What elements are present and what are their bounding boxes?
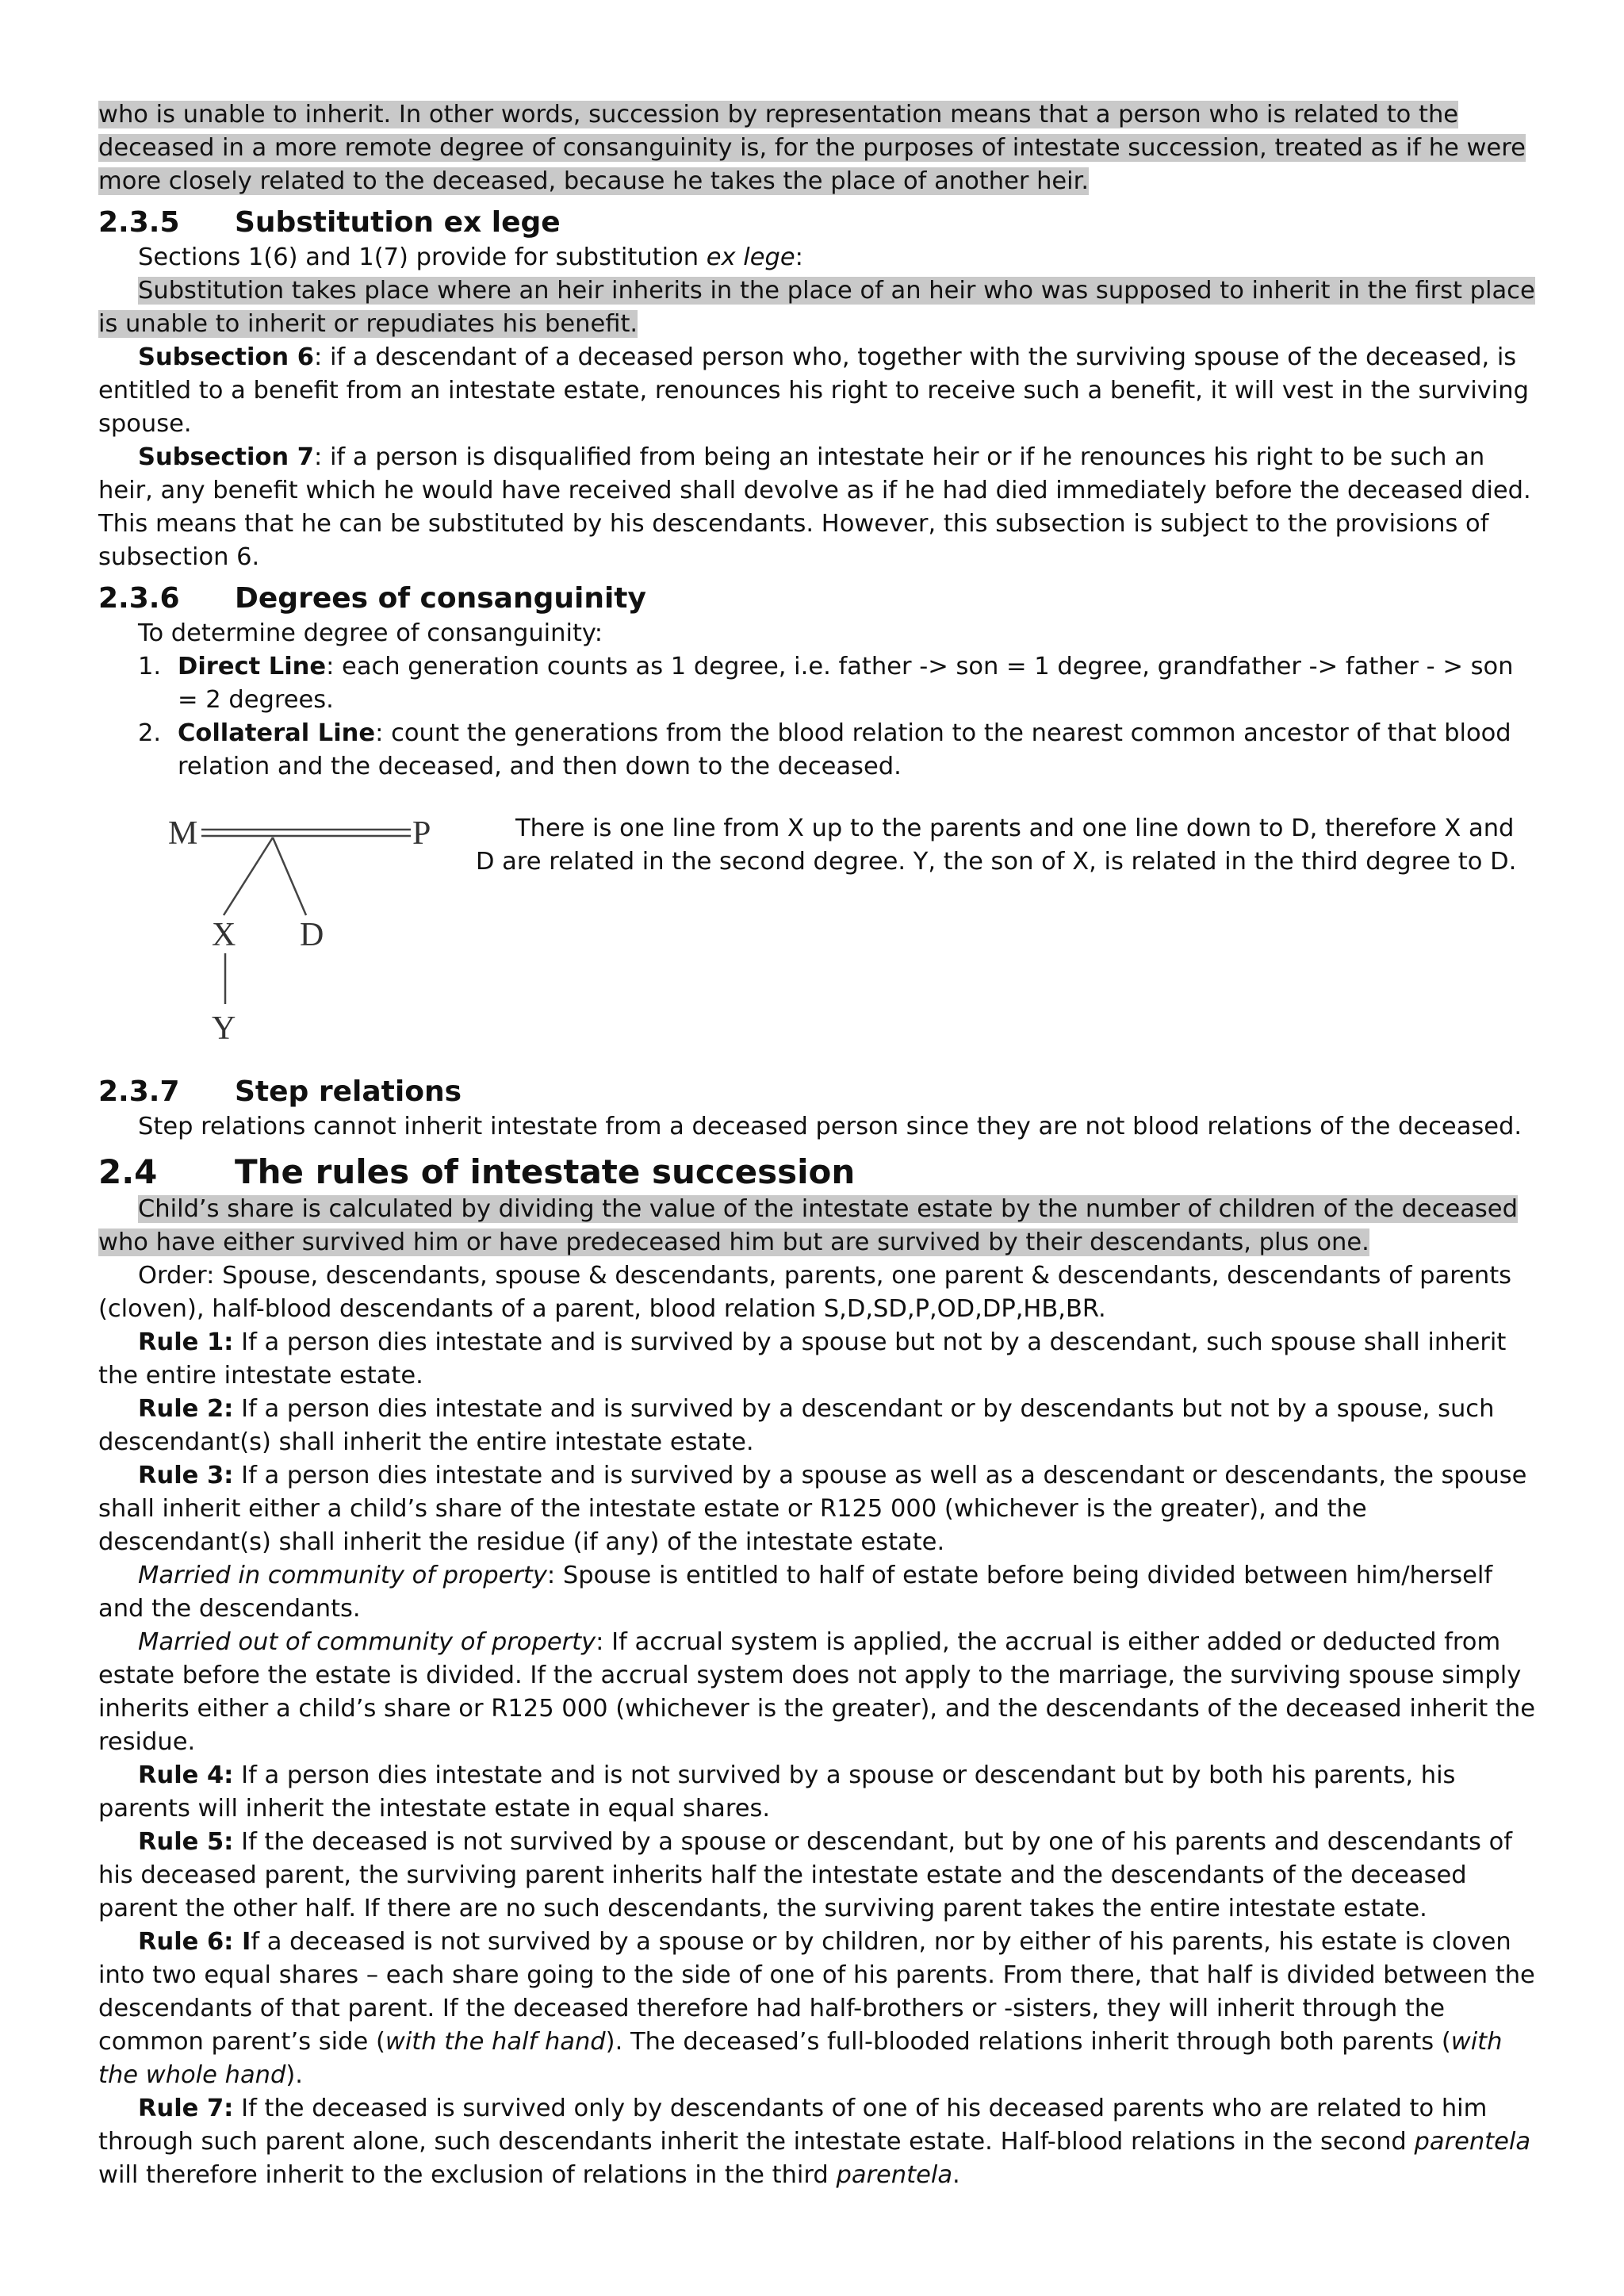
paragraph-rule-6 — [98, 1926, 1538, 2092]
highlighted-text: who is unable to inherit. In other words, succession by representation means that a person who is related to the deceased in a more remote degree of consanguinity is, for the purposes of intestate succession, treated as if he were more closely related to the deceased, because he takes the place of another heir. — [98, 101, 1526, 195]
section-heading-2-3-5 — [98, 205, 1538, 241]
bold-label: Rule 3: — [138, 1462, 234, 1489]
consanguinity-diagram-row — [98, 806, 1538, 1068]
italic-label: Married in community of property — [138, 1562, 547, 1589]
paragraph — [98, 1110, 1538, 1144]
text: : if a person is disqualified from being an intestate heir or if he renounces his right to be such an heir, any benefit which he would have received shall devolve as if he had died immediately before the deceased died. This means that he can be substituted by his descendants. However, this subsection is subject to the provisions of subsection 6. — [98, 443, 1531, 571]
section-number: 2.3.7 — [98, 1075, 180, 1108]
text: If a person dies intestate and is survived by a descendant or by descendants but not by a spouse, such descendant(s) shall inherit the entire intestate estate. — [98, 1395, 1495, 1456]
paragraph-order — [98, 1259, 1538, 1326]
text: ). — [285, 2061, 303, 2089]
paragraph — [98, 1193, 1538, 1259]
italic-text: parentela — [836, 2161, 953, 2189]
text: : count the generations from the blood relation to the nearest common ancestor of that blood relation and the deceased, and then down to the deceased. — [178, 719, 1511, 780]
text: There is one line from X up to the parents and one line down to D, therefore X and D are related in the second degree. Y, the son of X, is related in the third degree to D. — [476, 815, 1517, 876]
diagram-label-x: X — [212, 917, 236, 953]
highlighted-text: Substitution takes place where an heir inherits in the place of an heir who was supposed to inherit in the first place is unable to inherit or repudiates his benefit. — [98, 277, 1535, 338]
text: ). The deceased’s full-blooded relations inherit through both parents ( — [605, 2028, 1451, 2056]
list-item — [98, 650, 1538, 717]
text: . — [952, 2161, 960, 2189]
highlighted-text: Child’s share is calculated by dividing the value of the intestate estate by the number of children of the deceased who have either survived him or have predeceased him but are survived by their descendants, plus one. — [98, 1195, 1518, 1256]
text: Step relations cannot inherit intestate from a deceased person since they are not blood relations of the deceased. — [138, 1113, 1522, 1140]
intro-paragraph — [98, 98, 1538, 198]
paragraph-married-out-of-community — [98, 1626, 1538, 1759]
paragraph-subsection-6 — [98, 341, 1538, 441]
list-number: 2. — [138, 719, 162, 747]
text: will therefore inherit to the exclusion of relations in the third — [98, 2161, 837, 2189]
bold-label: Collateral Line — [178, 719, 376, 747]
descent-line-d — [273, 838, 306, 915]
text: Order: Spouse, descendants, spouse & descendants, parents, one parent & descendants, descendants of parents (cloven), half-blood descendants of a parent, blood relation S,D,SD,P,OD,DP,HB,BR. — [98, 1262, 1512, 1323]
section-title: The rules of intestate succession — [235, 1152, 856, 1191]
paragraph — [98, 241, 1538, 274]
numbered-list — [98, 650, 1538, 784]
text: : each generation counts as 1 degree, i.e. father -> son = 1 degree, grandfather -> father - > son = 2 degrees. — [178, 653, 1514, 714]
text: To determine degree of consanguinity: — [138, 619, 603, 647]
text: Sections 1(6) and 1(7) provide for substitution — [138, 243, 707, 271]
text: If a person dies intestate and is not survived by a spouse or descendant but by both his parents, his parents will inherit the intestate estate in equal shares. — [98, 1761, 1456, 1823]
paragraph — [98, 617, 1538, 650]
italic-text: with the half hand — [385, 2028, 606, 2056]
bold-label: Rule 1: — [138, 1328, 234, 1356]
bold-label: Rule 2: — [138, 1395, 234, 1423]
section-number: 2.3.5 — [98, 206, 180, 239]
descent-line-x — [224, 838, 273, 915]
list-number: 1. — [138, 653, 162, 680]
paragraph-rule-4 — [98, 1759, 1538, 1826]
text: f a deceased is not survived by a spouse or by children, nor by either of his parents, his estate is cloven into two equal shares – each share going to the side of one of his parents. From there, that half is divided between the descendants of that parent. If the deceased therefore had half-brothers or -sisters, they will inherit through the common parent’s side ( — [98, 1928, 1535, 2056]
bold-label: Rule 7: — [138, 2095, 234, 2122]
diagram-label-p: P — [412, 815, 431, 852]
text: : — [795, 243, 803, 271]
section-title: Degrees of consanguinity — [235, 582, 646, 615]
section-title: Step relations — [235, 1075, 462, 1108]
bold-label: Subsection 6 — [138, 343, 314, 371]
italic-text: parentela — [1414, 2128, 1531, 2156]
bold-label: Rule 6: I — [138, 1928, 251, 1956]
paragraph-rule-7 — [98, 2092, 1538, 2192]
bold-label: Rule 4: — [138, 1761, 234, 1789]
paragraph-married-in-community — [98, 1559, 1538, 1626]
bold-label: Direct Line — [178, 653, 327, 680]
diagram-label-m: M — [168, 815, 198, 852]
paragraph-rule-5 — [98, 1826, 1538, 1926]
paragraph — [98, 274, 1538, 341]
section-title: Substitution ex lege — [235, 206, 561, 239]
section-heading-2-4 — [98, 1152, 1538, 1193]
document-page — [98, 98, 1538, 2192]
diagram-label-d: D — [300, 917, 324, 953]
section-heading-2-3-7 — [98, 1074, 1538, 1110]
diagram-explanation — [476, 812, 1538, 879]
section-number: 2.3.6 — [98, 582, 180, 615]
paragraph-rule-1 — [98, 1326, 1538, 1393]
consanguinity-diagram — [162, 806, 447, 1068]
section-number: 2.4 — [98, 1152, 158, 1191]
paragraph-rule-2 — [98, 1393, 1538, 1459]
bold-label: Subsection 7 — [138, 443, 314, 471]
text: If a person dies intestate and is survived by a spouse as well as a descendant or descendants, the spouse shall inherit either a child’s share of the intestate estate or R125 000 (whichever is the greater), and the descendant(s) shall inherit the residue (if any) of the intestate estate. — [98, 1462, 1527, 1556]
list-item — [98, 717, 1538, 784]
section-heading-2-3-6 — [98, 581, 1538, 617]
text: : If accrual system is applied, the accrual is either added or deducted from estate before the estate is divided. If the accrual system does not apply to the marriage, the surviving spouse simply inherits either a child’s share or R125 000 (whichever is the greater), and the descendants of the deceased inherit the residue. — [98, 1628, 1535, 1756]
paragraph-subsection-7 — [98, 441, 1538, 574]
text: : Spouse is entitled to half of estate before being divided between him/herself and the descendants. — [98, 1562, 1493, 1623]
italic-label: Married out of community of property — [138, 1628, 596, 1656]
diagram-label-y: Y — [212, 1010, 236, 1047]
text: If the deceased is survived only by descendants of one of his deceased parents who are related to him through such parent alone, such descendants inherit the intestate estate. Half-blood relations in the second — [98, 2095, 1488, 2156]
italic-text: ex lege — [706, 243, 795, 271]
italic-text: with the whole hand — [98, 2028, 1503, 2089]
paragraph-rule-3 — [98, 1459, 1538, 1559]
text: If the deceased is not survived by a spouse or descendant, but by one of his parents and descendants of his deceased parent, the surviving parent inherits half the intestate estate and the descendants of the deceased parent the other half. If there are no such descendants, the surviving parent takes the entire intestate estate. — [98, 1828, 1512, 1922]
bold-label: Rule 5: — [138, 1828, 234, 1856]
text: : if a descendant of a deceased person who, together with the surviving spouse of the deceased, is entitled to a benefit from an intestate estate, renounces his right to receive such a benefit, it will vest in the surviving spouse. — [98, 343, 1529, 438]
text: If a person dies intestate and is survived by a spouse but not by a descendant, such spouse shall inherit the entire intestate estate. — [98, 1328, 1507, 1389]
